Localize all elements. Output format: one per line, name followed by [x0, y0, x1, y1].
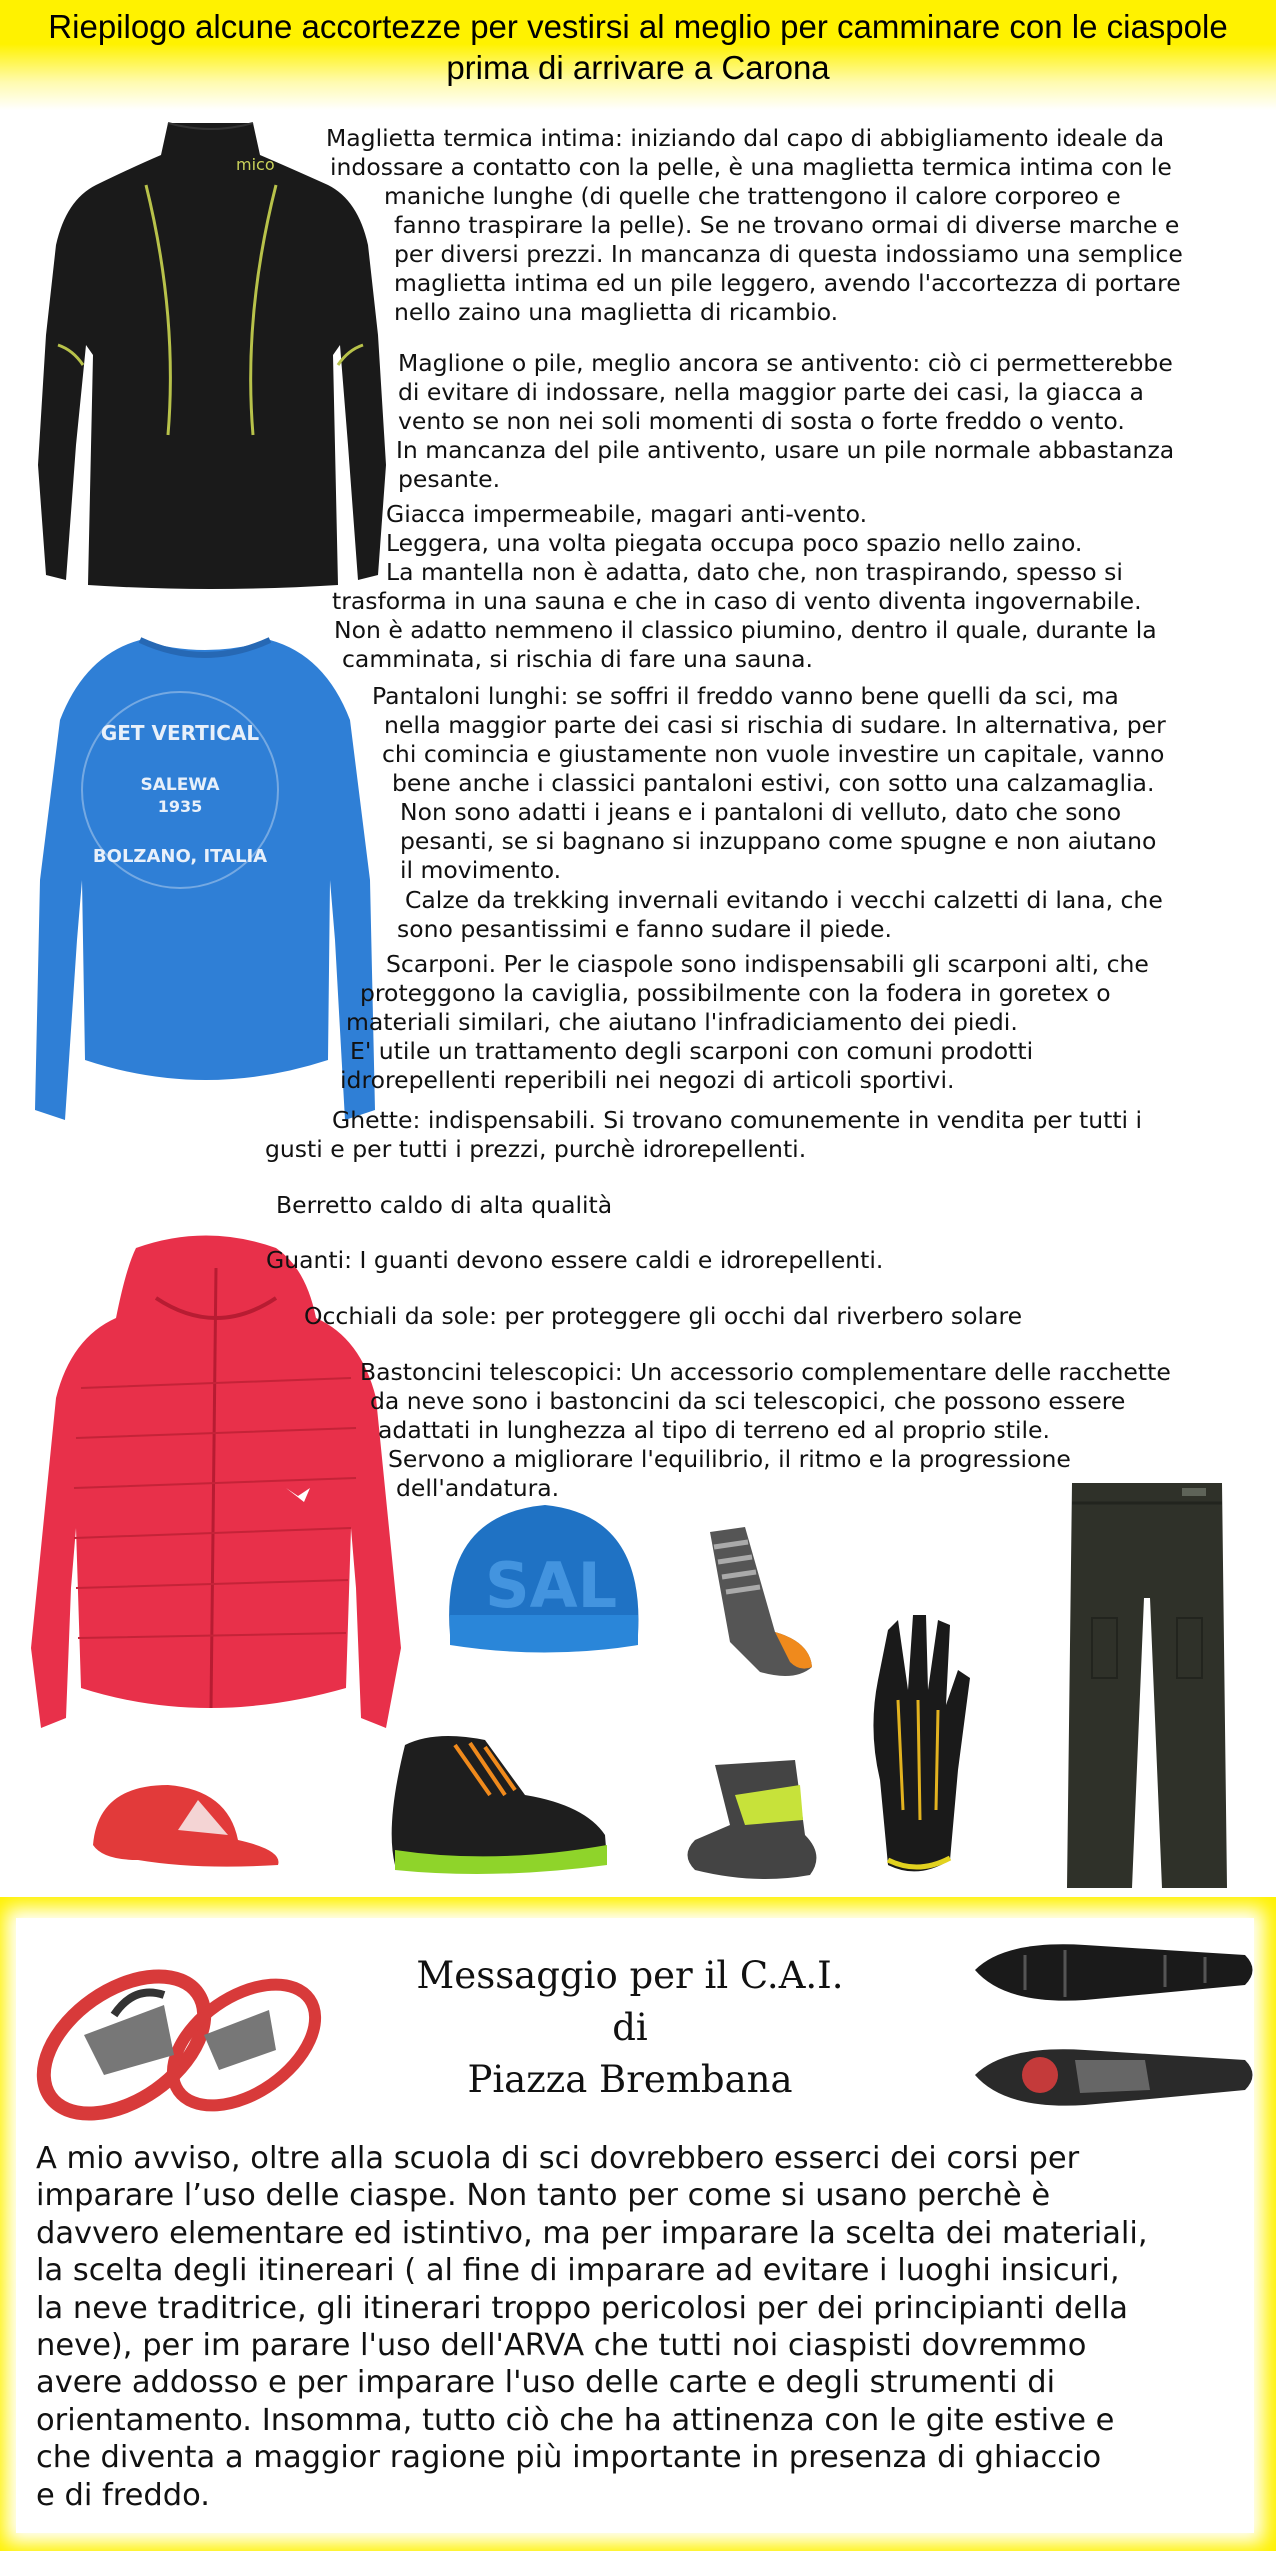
tip-guanti: Guanti: I guanti devono essere caldi e idrorepellenti.	[266, 1246, 884, 1274]
tip-line: Scarponi. Per le ciaspole sono indispensabili gli scarponi alti, che	[386, 950, 1149, 978]
message-body-line: che diventa a maggior ragione più importante in presenza di ghiaccio	[36, 2440, 1102, 2476]
tip-line: nello zaino una maglietta di ricambio.	[394, 298, 839, 326]
tip-line: Maglione o pile, meglio ancora se antivento: ciò ci permetterebbe	[398, 349, 1173, 377]
tip-line: trasforma in una sauna e che in caso di vento diventa ingovernabile.	[332, 587, 1142, 615]
message-body-line: davvero elementare ed istintivo, ma per imparare la scelta dei materiali,	[36, 2215, 1148, 2251]
tip-line: gusti e per tutti i prezzi, purchè idrorepellenti.	[265, 1135, 807, 1163]
tip-bastoncini	[360, 1358, 1171, 1503]
tip-line: di evitare di indossare, nella maggior parte dei casi, la giacca a	[398, 378, 1144, 406]
tip-line: per diversi prezzi. In mancanza di questa indossiamo una semplice	[394, 240, 1183, 268]
tip-occhiali: Occhiali da sole: per proteggere gli occhi dal riverbero solare	[304, 1302, 1023, 1330]
message-body-line: la neve traditrice, gli itinerari troppo pericolosi per dei principianti della	[36, 2290, 1128, 2326]
pants-label	[1182, 1488, 1206, 1496]
tip-line: maniche lunghe (di quelle che trattengono il calore corporeo e	[384, 182, 1121, 210]
black-snowshoes-image	[965, 1925, 1265, 2135]
short-sock-image	[675, 1755, 835, 1890]
tip-line: nella maggior parte dei casi si rischia di sudare. In alternativa, per	[384, 711, 1166, 739]
message-title-line-2: di	[612, 2006, 648, 2049]
tip-line: camminata, si rischia di fare una sauna.	[342, 645, 813, 673]
tip-scarponi	[340, 950, 1149, 1095]
tshirt-text-1: GET VERTICAL	[100, 721, 260, 745]
trekking-pants-image	[1062, 1478, 1232, 1898]
message-body-line: A mio avviso, oltre alla scuola di sci dovrebbero esserci dei corsi per	[36, 2141, 1080, 2176]
hiking-boot-image	[375, 1725, 615, 1880]
message-title-line-1: Messaggio per il C.A.I.	[416, 1954, 844, 1997]
message-body-line: neve), per im parare l'uso dell'ARVA che tutti noi ciaspisti dovremmo	[36, 2328, 1087, 2364]
tip-line: idrorepellenti reperibili nei negozi di articoli sportivi.	[340, 1066, 955, 1094]
message-body	[36, 2140, 1256, 2514]
tip-line: da neve sono i bastoncini da sci telescopici, che possono essere	[370, 1387, 1126, 1415]
tip-berretto: Berretto caldo di alta qualità	[276, 1191, 613, 1219]
tip-line: materiali similari, che aiutano l'infradiciamento dei piedi.	[346, 1008, 1018, 1036]
tip-giacca	[332, 500, 1157, 674]
message-body-line: la scelta degli itinereari ( al fine di imparare ad evitare i luoghi insicuri,	[36, 2253, 1120, 2289]
tshirt-text-2: SALEWA	[140, 775, 220, 795]
title-line-2: prima di arrivare a Carona	[446, 49, 830, 86]
message-body-line: e di freddo.	[36, 2477, 210, 2513]
tip-line: il movimento.	[400, 856, 562, 884]
message-title	[390, 1950, 870, 2106]
tip-line: dell'andatura.	[396, 1474, 560, 1502]
tip-line: proteggono la caviglia, possibilmente con la fodera in goretex o	[360, 979, 1111, 1007]
tip-line: Non è adatto nemmeno il classico piumino, dentro il quale, durante la	[334, 616, 1157, 644]
beanie-text: SAL	[485, 1549, 618, 1622]
tip-line: Servono a migliorare l'equilibrio, il ritmo e la progressione	[388, 1445, 1071, 1473]
message-body-line: orientamento. Insomma, tutto ciò che ha attinenza con le gite estive e	[36, 2402, 1115, 2438]
tip-line: Non sono adatti i jeans e i pantaloni di velluto, dato che sono	[400, 798, 1122, 826]
blue-beanie-image	[440, 1495, 650, 1660]
tip-ghette	[265, 1106, 1142, 1164]
tip-line: E' utile un trattamento degli scarponi con comuni prodotti	[350, 1037, 1034, 1065]
tip-maglietta	[326, 124, 1183, 327]
tip-line: Bastoncini telescopici: Un accessorio complementare delle racchette	[360, 1358, 1171, 1386]
tip-line: adattati in lunghezza al tipo di terreno ed al proprio stile.	[378, 1416, 1050, 1444]
tip-line: Pantaloni lunghi: se soffri il freddo vanno bene quelli da sci, ma	[372, 682, 1119, 710]
tip-line: sono pesantissimi e fanno sudare il piede.	[397, 915, 892, 943]
message-title-line-3: Piazza Brembana	[467, 2058, 793, 2101]
message-body-line: avere addosso e per imparare l'uso delle carte e degli strumenti di	[36, 2365, 1056, 2401]
tip-line: Calze da trekking invernali evitando i vecchi calzetti di lana, che	[405, 886, 1163, 914]
tip-line: In mancanza del pile antivento, usare un pile normale abbastanza	[396, 436, 1175, 464]
tip-line: Ghette: indispensabili. Si trovano comunemente in vendita per tutti i	[332, 1106, 1143, 1134]
title-line-1: Riepilogo alcune accortezze per vestirsi al meglio per camminare con le ciaspole	[48, 8, 1228, 45]
trekking-sock-image	[700, 1522, 820, 1687]
tip-line: indossare a contatto con la pelle, è una maglietta termica intima con le	[330, 153, 1172, 181]
tshirt-text-3: 1935	[157, 797, 203, 816]
tip-calze	[397, 886, 1163, 944]
tip-line: Giacca impermeabile, magari anti-vento.	[386, 500, 868, 528]
tip-line: La mantella non è adatta, dato che, non traspirando, spesso si	[386, 558, 1123, 586]
tip-line: maglietta intima ed un pile leggero, avendo l'accortezza di portare	[394, 269, 1181, 297]
red-snowshoes-image	[14, 1925, 324, 2135]
tip-pantaloni	[372, 682, 1166, 885]
red-cap-image	[78, 1775, 288, 1875]
message-body-line: imparare l’uso delle ciaspe. Non tanto per come si usano perchè è	[36, 2178, 1051, 2214]
tip-line: Maglietta termica intima: iniziando dal capo di abbigliamento ideale da	[326, 124, 1165, 152]
tip-line: pesanti, se si bagnano si inzuppano come spugne e non aiutano	[400, 827, 1157, 855]
page-title	[0, 6, 1276, 88]
gloves-image	[858, 1610, 978, 1900]
tshirt-text-4: BOLZANO, ITALIA	[92, 846, 268, 867]
shirt-logo: mico	[236, 155, 275, 174]
tip-line: fanno traspirare la pelle). Se ne trovano ormai di diverse marche e	[394, 211, 1180, 239]
tip-line: Leggera, una volta piegata occupa poco spazio nello zaino.	[386, 529, 1083, 557]
blue-tshirt-image	[30, 630, 380, 1140]
tip-line: vento se non nei soli momenti di sosta o forte freddo o vento.	[398, 407, 1125, 435]
tip-line: chi comincia e giustamente non vuole investire un capitale, vanno	[382, 740, 1165, 768]
tip-line: pesante.	[398, 465, 501, 493]
tip-line: bene anche i classici pantaloni estivi, con sotto una calzamaglia.	[392, 769, 1155, 797]
tip-maglione	[398, 349, 1174, 494]
